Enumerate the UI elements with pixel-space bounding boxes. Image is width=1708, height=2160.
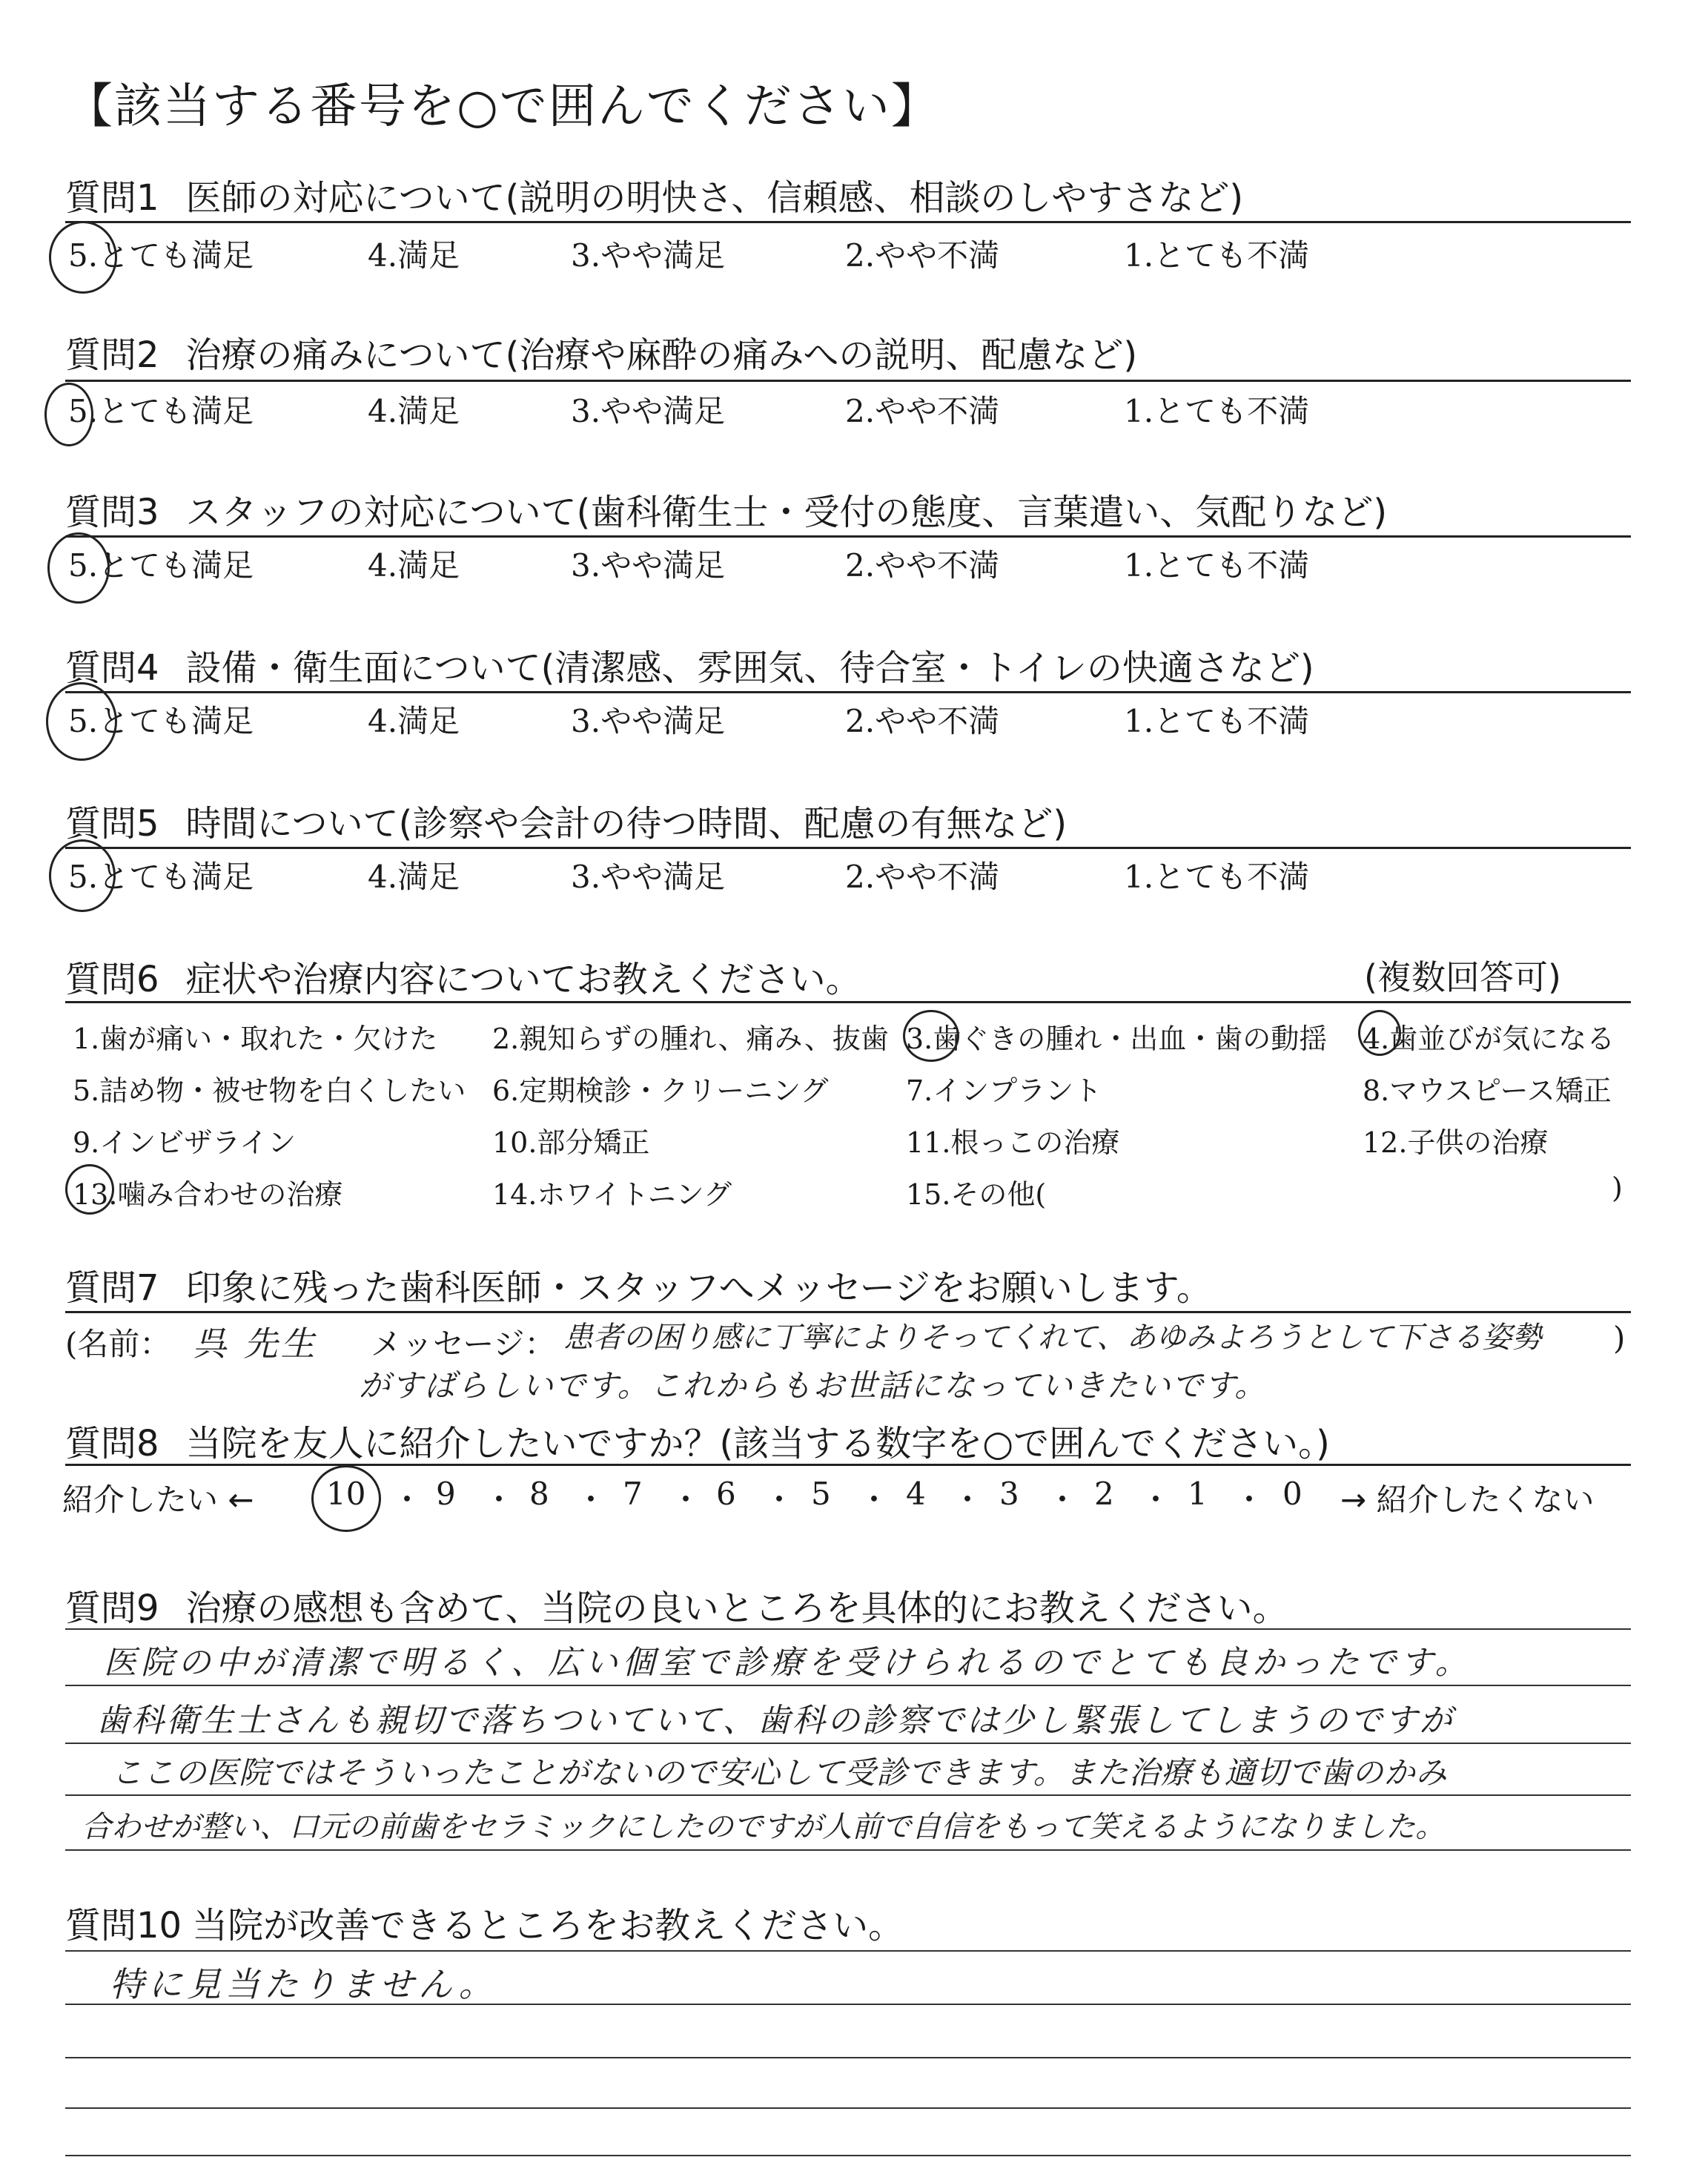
answer-line [65, 2004, 1631, 2005]
divider [65, 221, 1631, 223]
q1-option-3[interactable]: 3.やや満足 [571, 237, 726, 274]
answer-line-4[interactable]: 合わせが整い、口元の前歯をセラミックにしたのですが人前で自信をもって笑えるようになりました。 [82, 1810, 1446, 1844]
question-text: 当院を友人に紹介したいですか？(該当する数字を○で囲んでください。) [185, 1423, 1330, 1464]
scale-3[interactable]: 3 [999, 1476, 1019, 1512]
q1-option-4[interactable]: 4.満足 [368, 237, 460, 274]
message-label: メッセージ： [371, 1326, 556, 1362]
q6-option-8[interactable]: 8.マウスピース矯正 [1363, 1074, 1612, 1107]
scale-5[interactable]: 5 [811, 1476, 831, 1512]
scale-9[interactable]: 9 [436, 1476, 456, 1512]
q3-option-2[interactable]: 2.やや不満 [845, 547, 1000, 584]
question-number: 質問2 [65, 334, 159, 376]
question-8-title [65, 1415, 1330, 1466]
divider [65, 1001, 1631, 1003]
q3-option-3[interactable]: 3.やや満足 [571, 547, 726, 584]
selection-circle [1358, 1010, 1401, 1056]
scale-1[interactable]: 1 [1188, 1476, 1208, 1512]
divider [65, 691, 1631, 693]
selection-circle [65, 1164, 114, 1215]
name-value[interactable]: 呉 先生 [193, 1324, 318, 1364]
scale-separator: ・ [1047, 1482, 1079, 1518]
question-number: 質問5 [65, 803, 159, 845]
divider [65, 847, 1631, 849]
answer-line [65, 1794, 1631, 1796]
divider [65, 1311, 1631, 1313]
divider [65, 535, 1631, 538]
q3-option-5[interactable]: 5.とても満足 [68, 547, 254, 584]
q4-option-5[interactable]: 5.とても満足 [68, 703, 254, 739]
question-number: 質問4 [65, 647, 159, 689]
question-4-title [65, 639, 1314, 690]
message-line-2[interactable]: がすばらしいです。これからもお世話になっていきたいです。 [359, 1367, 1268, 1404]
q1-option-2[interactable]: 2.やや不満 [845, 237, 1000, 274]
question-text: スタッフの対応について(歯科衛生士・受付の態度、言葉遣い、気配りなど) [185, 492, 1388, 533]
message-line-1[interactable]: 患者の困り感に丁寧によりそってくれて、あゆみよろうとして下さる姿勢 [563, 1321, 1542, 1355]
q6-option-1[interactable]: 1.歯が痛い・取れた・欠けた [73, 1023, 438, 1055]
q6-option-2[interactable]: 2.親知らずの腫れ、痛み、抜歯 [492, 1023, 889, 1055]
q5-option-3[interactable]: 3.やや満足 [571, 859, 726, 895]
selection-circle [44, 383, 93, 446]
q5-option-1[interactable]: 1.とても不満 [1124, 859, 1310, 895]
q5-option-4[interactable]: 4.満足 [368, 859, 460, 895]
question-number: 質問10 [65, 1905, 182, 1946]
scale-left-label: 紹介したい ← [62, 1482, 254, 1518]
selection-circle [311, 1465, 381, 1532]
question-2-title [65, 326, 1137, 377]
scale-separator: ・ [575, 1482, 607, 1518]
scale-separator: ・ [483, 1482, 515, 1518]
question-number: 質問3 [65, 492, 159, 533]
divider [65, 380, 1631, 382]
improvement-answer[interactable]: 特に見当たりません。 [110, 1964, 497, 2004]
q6-option-7[interactable]: 7.インプラント [906, 1074, 1102, 1107]
q6-option-15-close: ) [1612, 1172, 1623, 1204]
question-number: 質問8 [65, 1423, 159, 1464]
q5-option-2[interactable]: 2.やや不満 [845, 859, 1000, 895]
q1-option-5[interactable]: 5.とても満足 [68, 237, 254, 274]
scale-0[interactable]: 0 [1282, 1476, 1302, 1512]
q3-option-1[interactable]: 1.とても不満 [1124, 547, 1310, 584]
answer-line [65, 2057, 1631, 2058]
scale-separator: ・ [670, 1482, 702, 1518]
q6-option-11[interactable]: 11.根っこの治療 [906, 1126, 1120, 1159]
answer-line [65, 2107, 1631, 2109]
divider [65, 1464, 1631, 1466]
q4-option-4[interactable]: 4.満足 [368, 703, 460, 739]
name-label: (名前： [65, 1326, 171, 1362]
question-number: 質問7 [65, 1267, 159, 1309]
q4-option-1[interactable]: 1.とても不満 [1124, 703, 1310, 739]
selection-circle [903, 1010, 959, 1062]
q2-option-1[interactable]: 1.とても不満 [1124, 393, 1310, 429]
page-title: 【該当する番号を○で囲んでください】 [65, 79, 940, 134]
question-number: 質問6 [65, 959, 159, 1000]
question-9-title [65, 1579, 1288, 1631]
q1-option-1[interactable]: 1.とても不満 [1124, 237, 1310, 274]
question-text: 当院が改善できるところをお教えください。 [192, 1905, 904, 1946]
message-close-paren: ) [1613, 1320, 1626, 1356]
scale-separator: ・ [858, 1482, 890, 1518]
scale-separator: ・ [764, 1482, 795, 1518]
scale-6[interactable]: 6 [716, 1476, 736, 1512]
question-text: 印象に残った歯科医師・スタッフへメッセージをお願いします。 [185, 1267, 1212, 1309]
scale-right-label: → 紹介したくない [1340, 1482, 1595, 1518]
multiple-answer-note: (複数回答可) [1364, 957, 1561, 997]
answer-line [65, 1849, 1631, 1851]
question-text: 医師の対応について(説明の明快さ、信頼感、相談のしやすさなど) [185, 177, 1244, 219]
scale-separator: ・ [1234, 1482, 1265, 1518]
scale-4[interactable]: 4 [906, 1476, 926, 1512]
answer-line [65, 1743, 1631, 1744]
q6-option-12[interactable]: 12.子供の治療 [1363, 1126, 1549, 1159]
q4-option-2[interactable]: 2.やや不満 [845, 703, 1000, 739]
question-text: 治療の感想も含めて、当院の良いところを具体的にお教えください。 [185, 1588, 1288, 1629]
q4-option-3[interactable]: 3.やや満足 [571, 703, 726, 739]
question-10-title [65, 1897, 904, 1948]
scale-2[interactable]: 2 [1094, 1476, 1114, 1512]
question-3-title [65, 483, 1387, 535]
q2-option-2[interactable]: 2.やや不満 [845, 393, 1000, 429]
scale-separator: ・ [952, 1482, 984, 1518]
q6-option-9[interactable]: 9.インビザライン [73, 1126, 297, 1159]
scale-7[interactable]: 7 [623, 1476, 643, 1512]
scale-separator: ・ [391, 1482, 423, 1518]
question-text: 症状や治療内容についてお教えください。 [185, 959, 861, 1000]
q6-option-10[interactable]: 10.部分矯正 [492, 1126, 650, 1159]
question-number: 質問1 [65, 177, 159, 219]
q6-option-4[interactable]: 4.歯並びが気になる [1363, 1023, 1615, 1055]
q2-option-3[interactable]: 3.やや満足 [571, 393, 726, 429]
question-1-title [65, 169, 1243, 220]
answer-line [65, 1685, 1631, 1686]
selection-circle [46, 682, 117, 761]
selection-circle [49, 221, 117, 294]
q6-option-14[interactable]: 14.ホワイトニング [492, 1178, 732, 1211]
q6-option-15[interactable]: 15.その他( [906, 1178, 1047, 1211]
q3-option-4[interactable]: 4.満足 [368, 547, 460, 584]
q6-option-3[interactable]: 3.歯ぐきの腫れ・出血・歯の動揺 [906, 1023, 1328, 1055]
scale-separator: ・ [1140, 1482, 1172, 1518]
selection-circle [49, 839, 116, 912]
answer-line [65, 2155, 1631, 2156]
q6-option-13[interactable]: 13.噛み合わせの治療 [73, 1178, 343, 1211]
question-text: 時間について(診察や会計の待つ時間、配慮の有無など) [185, 803, 1068, 845]
question-5-title [65, 795, 1067, 846]
answer-line [65, 1950, 1631, 1952]
question-7-title [65, 1259, 1212, 1310]
answer-line [65, 1628, 1631, 1630]
q6-option-5[interactable]: 5.詰め物・被せ物を白くしたい [73, 1074, 466, 1107]
question-text: 治療の痛みについて(治療や麻酔の痛みへの説明、配慮など) [185, 334, 1138, 376]
q2-option-5[interactable]: 5.とても満足 [68, 393, 254, 429]
question-number: 質問9 [65, 1588, 159, 1629]
answer-line-2[interactable]: 歯科衛生士さんも親切で落ちついていて、歯科の診察では少し緊張してしまうのですが [96, 1702, 1454, 1740]
q2-option-4[interactable]: 4.満足 [368, 393, 460, 429]
q5-option-5[interactable]: 5.とても満足 [68, 859, 254, 895]
answer-line-3[interactable]: ここの医院ではそういったことがないので安心して受診できます。また治療も適切で歯のかみ [111, 1754, 1448, 1791]
answer-line-1[interactable]: 医院の中が清潔で明るく、広い個室で診療を受けられるのでとても良かったです。 [104, 1644, 1472, 1682]
selection-circle [47, 532, 110, 604]
scale-10[interactable]: 10 [326, 1476, 366, 1512]
q6-option-6[interactable]: 6.定期検診・クリーニング [492, 1074, 829, 1107]
question-6-title [65, 951, 861, 1002]
scale-8[interactable]: 8 [529, 1476, 549, 1512]
question-text: 設備・衛生面について(清潔感、雰囲気、待合室・トイレの快適さなど) [185, 647, 1314, 689]
